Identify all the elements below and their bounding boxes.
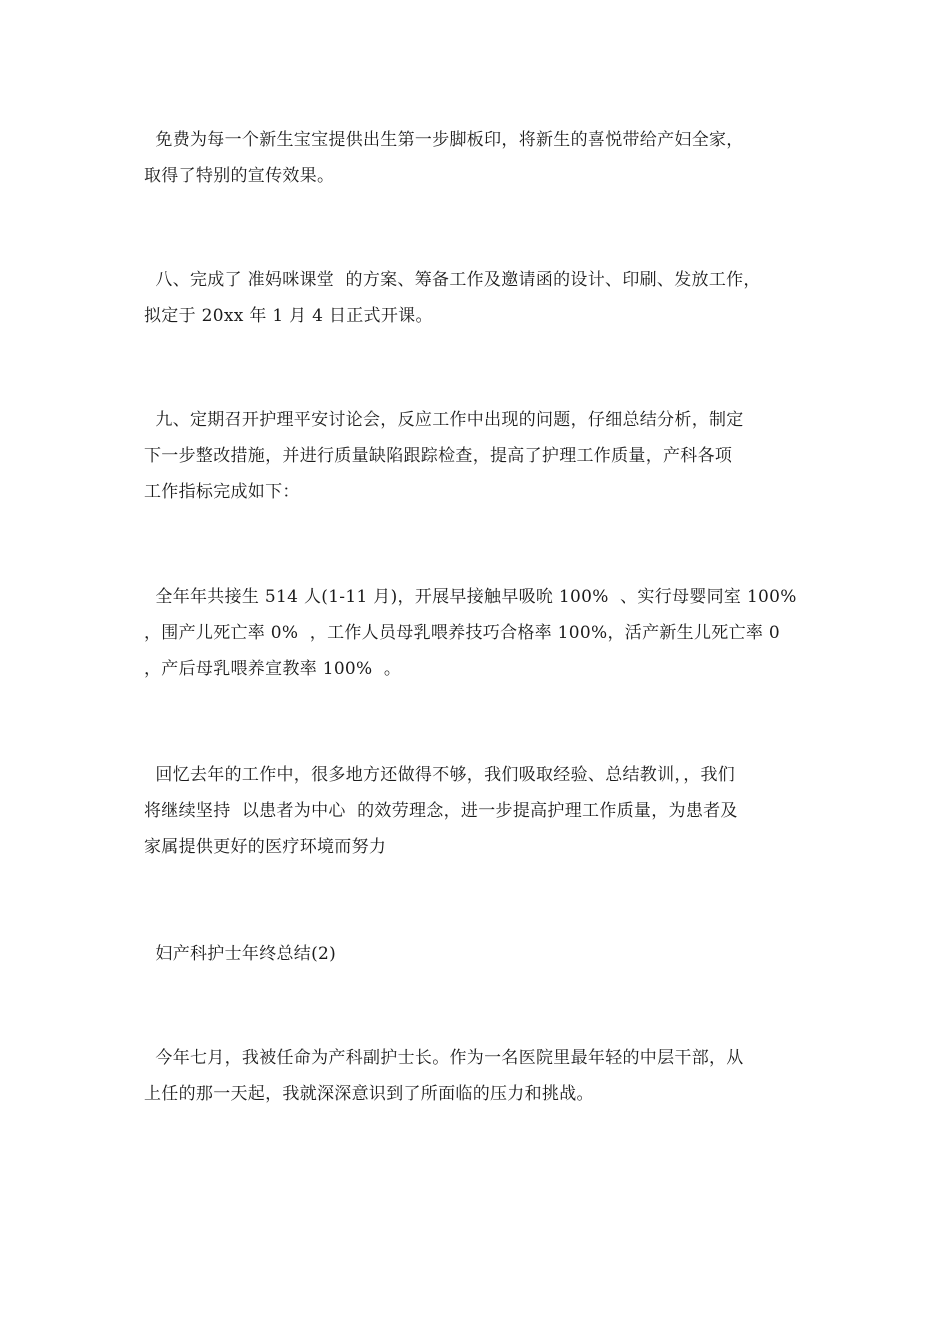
text-line: 家属提供更好的医疗环境而努力 xyxy=(144,837,387,857)
paragraph-footprint xyxy=(144,122,824,194)
text-line: 下一步整改措施，并进行质量缺陷跟踪检查，提高了护理工作质量，产科各项 xyxy=(144,446,733,466)
text-line: 取得了特别的宣传效果。 xyxy=(144,166,335,186)
paragraph-item-8 xyxy=(144,262,824,334)
text-line: 八、完成了 准妈咪课堂 的方案、筹备工作及邀请函的设计、印刷、发放工作， xyxy=(144,270,761,290)
text-line: 拟定于 20xx 年 1 月 4 日正式开课。 xyxy=(144,306,433,326)
text-line: ，围产儿死亡率 0% ，工作人员母乳喂养技巧合格率 100%，活产新生儿死亡率 0 xyxy=(144,623,781,643)
text-line: 工作指标完成如下： xyxy=(144,482,300,502)
text-line: 回忆去年的工作中，很多地方还做得不够，我们吸取经验、总结教训，，我们 xyxy=(144,765,736,785)
text-line: 全年年共接生 514 人(1-11 月)，开展早接触早吸吮 100% 、实行母婴同室 100% xyxy=(144,587,797,607)
text-line: ，产后母乳喂养宣教率 100% 。 xyxy=(144,659,402,679)
text-line: 妇产科护士年终总结(2) xyxy=(144,944,337,964)
paragraph-intro xyxy=(144,1040,824,1112)
paragraph-item-9 xyxy=(144,402,824,510)
paragraph-statistics xyxy=(144,579,824,687)
text-line: 免费为每一个新生宝宝提供出生第一步脚板印，将新生的喜悦带给产妇全家， xyxy=(144,130,744,150)
text-line: 上任的那一天起，我就深深意识到了所面临的压力和挑战。 xyxy=(144,1084,594,1104)
text-line: 今年七月，我被任命为产科副护士长。作为一名医院里最年轻的中层干部，从 xyxy=(144,1048,744,1068)
section-heading xyxy=(144,936,824,972)
paragraph-review xyxy=(144,757,824,865)
text-line: 将继续坚持 以患者为中心 的效劳理念，进一步提高护理工作质量，为患者及 xyxy=(144,801,738,821)
text-line: 九、定期召开护理平安讨论会，反应工作中出现的问题，仔细总结分析，制定 xyxy=(144,410,744,430)
